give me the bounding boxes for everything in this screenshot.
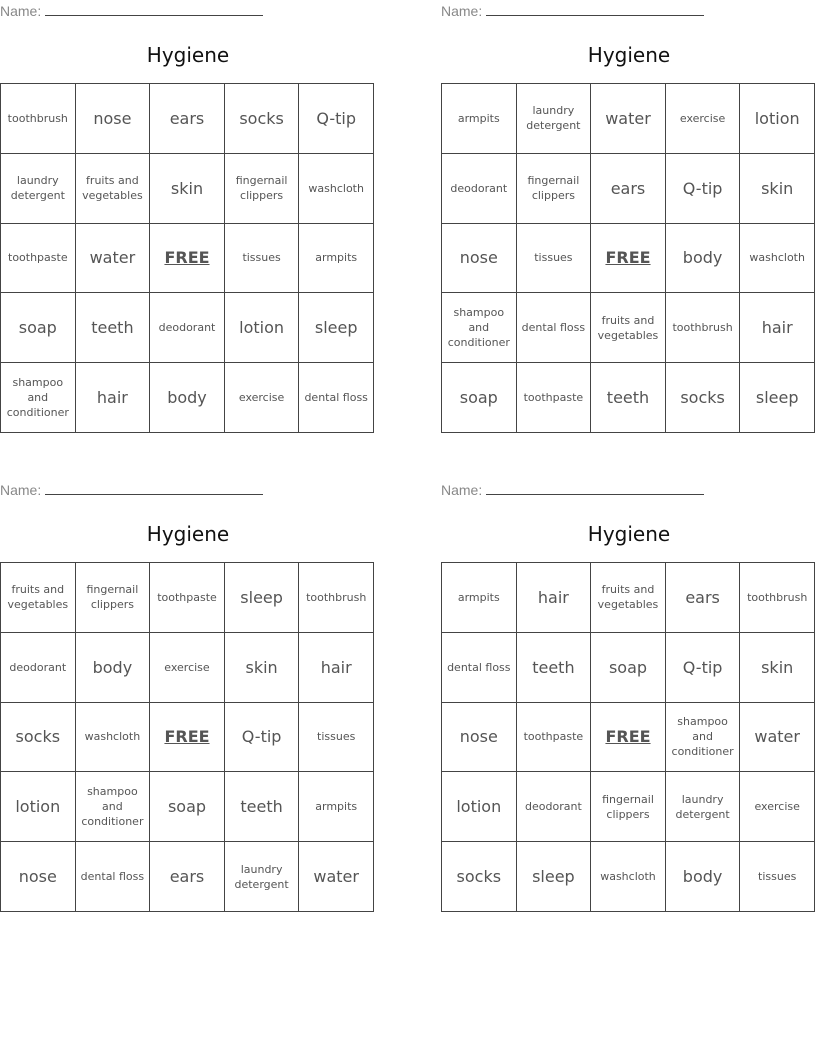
bingo-cell: nose <box>442 703 517 773</box>
bingo-card-4 <box>441 479 816 919</box>
name-label: Name: <box>441 482 483 498</box>
bingo-cell: dental floss <box>299 363 374 433</box>
bingo-cell: Q-tip <box>666 633 741 703</box>
bingo-cell: toothbrush <box>666 293 741 363</box>
bingo-cell: body <box>76 633 151 703</box>
bingo-cell: tissues <box>740 842 815 912</box>
bingo-cell: deodorant <box>150 293 225 363</box>
bingo-cell: socks <box>666 363 741 433</box>
bingo-cell: toothbrush <box>1 84 76 154</box>
bingo-cell: toothpaste <box>1 224 76 294</box>
bingo-cell: teeth <box>591 363 666 433</box>
name-blank-line <box>45 3 263 16</box>
bingo-cell: nose <box>76 84 151 154</box>
bingo-cell: sleep <box>740 363 815 433</box>
bingo-card-3 <box>0 479 376 919</box>
card-title: Hygiene <box>146 522 230 546</box>
bingo-cell: deodorant <box>517 772 592 842</box>
name-field <box>441 3 704 19</box>
bingo-cell: lotion <box>442 772 517 842</box>
bingo-cell: socks <box>442 842 517 912</box>
bingo-cell: armpits <box>442 84 517 154</box>
bingo-cell: hair <box>517 563 592 633</box>
bingo-cell: exercise <box>666 84 741 154</box>
bingo-cell: skin <box>740 154 815 224</box>
bingo-card-2 <box>441 0 816 440</box>
bingo-cell: laundry detergent <box>517 84 592 154</box>
bingo-cell: soap <box>1 293 76 363</box>
bingo-cell: Q-tip <box>225 703 300 773</box>
bingo-cell: body <box>666 224 741 294</box>
bingo-cell: socks <box>225 84 300 154</box>
bingo-cell: water <box>740 703 815 773</box>
bingo-cell: armpits <box>299 224 374 294</box>
bingo-cell: fruits and vegetables <box>1 563 76 633</box>
bingo-cell: skin <box>150 154 225 224</box>
name-field <box>0 482 263 498</box>
bingo-cell: fingernail clippers <box>225 154 300 224</box>
bingo-cell: nose <box>1 842 76 912</box>
bingo-cell: shampoo and conditioner <box>1 363 76 433</box>
bingo-cell: fingernail clippers <box>76 563 151 633</box>
name-blank-line <box>486 3 704 16</box>
bingo-cell: armpits <box>442 563 517 633</box>
bingo-cell: fingernail clippers <box>517 154 592 224</box>
bingo-cell: lotion <box>740 84 815 154</box>
name-label: Name: <box>0 3 42 19</box>
bingo-cell: washcloth <box>740 224 815 294</box>
bingo-cell: toothpaste <box>517 703 592 773</box>
bingo-cell: shampoo and conditioner <box>666 703 741 773</box>
bingo-cell: ears <box>666 563 741 633</box>
bingo-cell: deodorant <box>1 633 76 703</box>
name-field <box>0 3 263 19</box>
bingo-cell: fruits and vegetables <box>76 154 151 224</box>
bingo-cell: tissues <box>517 224 592 294</box>
bingo-cell: washcloth <box>591 842 666 912</box>
bingo-cell: tissues <box>299 703 374 773</box>
bingo-cell: laundry detergent <box>1 154 76 224</box>
free-space: FREE <box>591 224 666 294</box>
bingo-cell: lotion <box>1 772 76 842</box>
bingo-cell: lotion <box>225 293 300 363</box>
bingo-cell: socks <box>1 703 76 773</box>
bingo-grid <box>0 562 374 912</box>
card-title: Hygiene <box>146 43 230 67</box>
name-label: Name: <box>0 482 42 498</box>
bingo-cell: sleep <box>299 293 374 363</box>
bingo-cell: deodorant <box>442 154 517 224</box>
bingo-grid <box>0 83 374 433</box>
bingo-cell: toothbrush <box>740 563 815 633</box>
bingo-cell: body <box>666 842 741 912</box>
bingo-cell: water <box>299 842 374 912</box>
bingo-cell: hair <box>740 293 815 363</box>
bingo-cell: ears <box>150 842 225 912</box>
bingo-cell: washcloth <box>299 154 374 224</box>
bingo-cell: fruits and vegetables <box>591 293 666 363</box>
bingo-card-1 <box>0 0 376 440</box>
bingo-cell: dental floss <box>76 842 151 912</box>
name-label: Name: <box>441 3 483 19</box>
bingo-cell: skin <box>740 633 815 703</box>
free-space: FREE <box>150 224 225 294</box>
bingo-cell: shampoo and conditioner <box>442 293 517 363</box>
bingo-cell: sleep <box>517 842 592 912</box>
name-field <box>441 482 704 498</box>
bingo-cell: sleep <box>225 563 300 633</box>
bingo-grid <box>441 83 815 433</box>
bingo-cell: laundry detergent <box>225 842 300 912</box>
bingo-grid <box>441 562 815 912</box>
bingo-cell: fingernail clippers <box>591 772 666 842</box>
card-title: Hygiene <box>587 43 671 67</box>
free-space: FREE <box>150 703 225 773</box>
bingo-cell: ears <box>150 84 225 154</box>
bingo-cell: soap <box>150 772 225 842</box>
bingo-cell: armpits <box>299 772 374 842</box>
free-space: FREE <box>591 703 666 773</box>
name-blank-line <box>486 482 704 495</box>
bingo-cell: teeth <box>76 293 151 363</box>
bingo-cell: washcloth <box>76 703 151 773</box>
bingo-cell: tissues <box>225 224 300 294</box>
bingo-cell: skin <box>225 633 300 703</box>
bingo-cell: water <box>591 84 666 154</box>
bingo-cell: nose <box>442 224 517 294</box>
bingo-cell: teeth <box>225 772 300 842</box>
bingo-cell: hair <box>76 363 151 433</box>
card-title: Hygiene <box>587 522 671 546</box>
bingo-cell: toothpaste <box>150 563 225 633</box>
bingo-cell: water <box>76 224 151 294</box>
bingo-cell: toothbrush <box>299 563 374 633</box>
bingo-cell: Q-tip <box>299 84 374 154</box>
name-blank-line <box>45 482 263 495</box>
bingo-cell: hair <box>299 633 374 703</box>
bingo-cell: laundry detergent <box>666 772 741 842</box>
bingo-cell: ears <box>591 154 666 224</box>
bingo-cell: soap <box>591 633 666 703</box>
bingo-cell: toothpaste <box>517 363 592 433</box>
bingo-cell: exercise <box>740 772 815 842</box>
bingo-cell: body <box>150 363 225 433</box>
bingo-cell: teeth <box>517 633 592 703</box>
bingo-cell: fruits and vegetables <box>591 563 666 633</box>
bingo-cell: dental floss <box>442 633 517 703</box>
bingo-cell: exercise <box>150 633 225 703</box>
bingo-cell: Q-tip <box>666 154 741 224</box>
bingo-cell: soap <box>442 363 517 433</box>
bingo-cell: exercise <box>225 363 300 433</box>
bingo-cell: dental floss <box>517 293 592 363</box>
bingo-cell: shampoo and conditioner <box>76 772 151 842</box>
